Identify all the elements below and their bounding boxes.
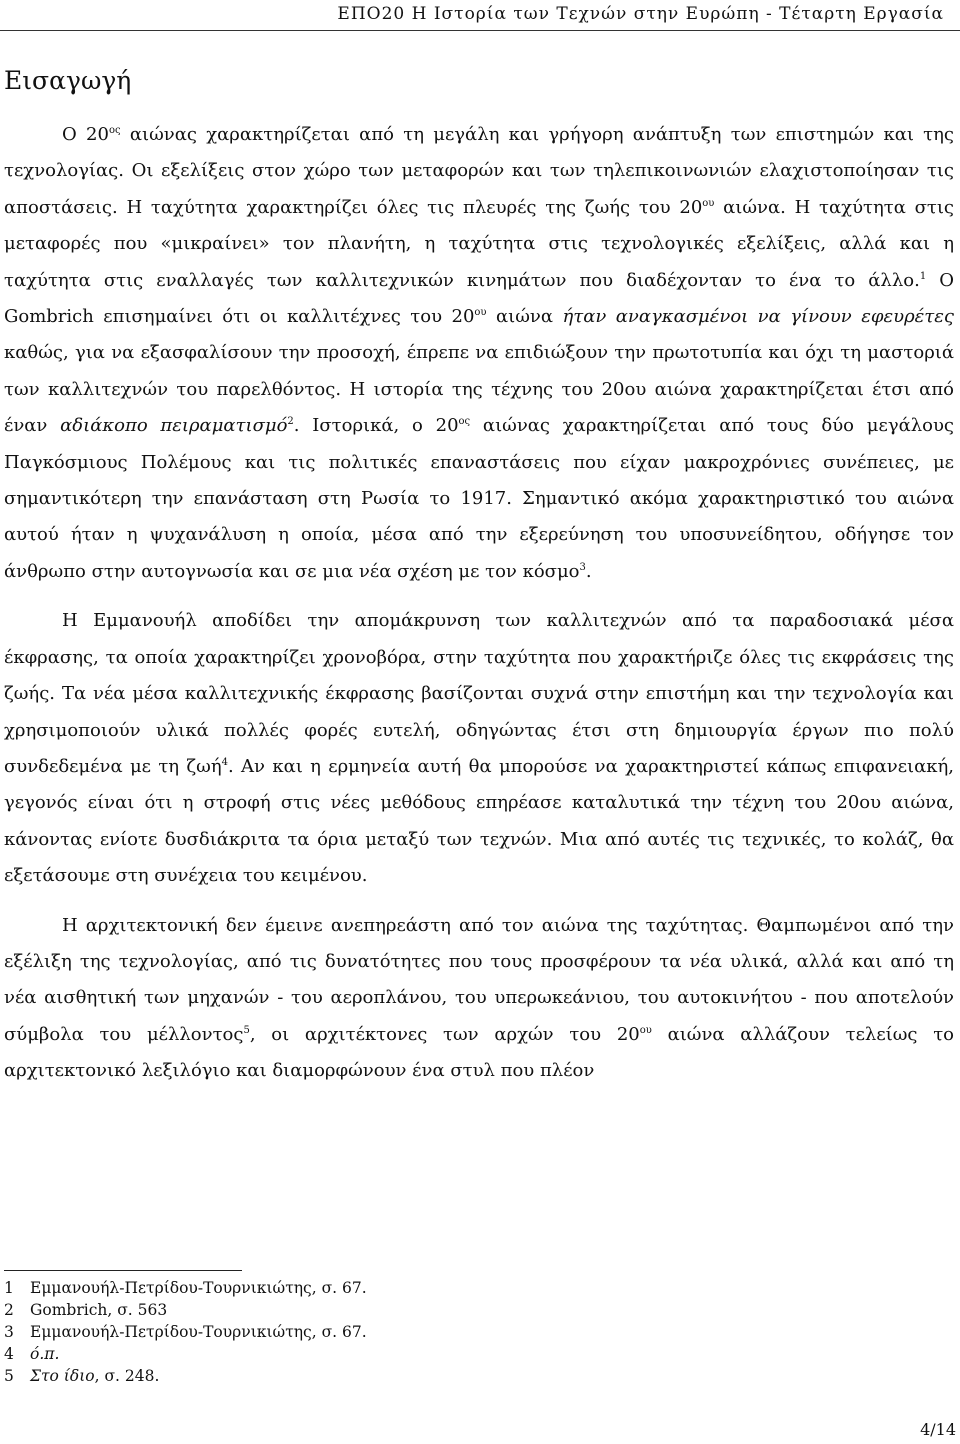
paragraph-1 [4, 117, 954, 590]
text-run: αιώνα. Η ταχύτητα στις μεταφορές που «μικραίνει» τον πλανήτη, η ταχύτητα στις τεχνολογικές εξελίξεις, αλλά και η ταχύτητα στις εναλλαγές των καλλιτεχνικών κινημάτων που διαδέχονταν το ένα το άλλο. [4, 196, 954, 291]
running-header: ΕΠΟ20 Η Ιστορία των Τεχνών στην Ευρώπη - Τέταρτη Εργασία [337, 4, 944, 24]
footnote-text: Gombrich, σ. 563 [30, 1301, 168, 1319]
footnote-ref[interactable]: 2 [287, 416, 294, 428]
text-run: αιώνας χαρακτηρίζεται από τους δύο μεγάλους Παγκόσμιους Πολέμους και τις πολιτικές επαναστάσεις που είχαν μακροχρόνιες συνέπειες, με σημαντικότερη την επανάσταση στη Ρωσία το 1917. Σημαντικό ακόμα χαρακτηριστικό του αιώνα αυτού ήταν η ψυχανάλυση η οποία, μέσα από την εξερεύνηση του υποσυνείδητου, οδήγησε τον άνθρωπο στην αυτογνωσία και σε μια νέα σχέση με τον κόσμο [4, 415, 954, 582]
footnotes [4, 1277, 367, 1387]
header-rule [0, 30, 960, 31]
footnote-text: , σ. 248. [94, 1367, 160, 1385]
page-number: 4/14 [920, 1420, 956, 1439]
footnote-item [4, 1343, 367, 1365]
text-run: . Ιστορικά, ο 20 [293, 415, 459, 437]
text-run: καθώς, για να εξασφαλίσουν την προσοχή, έπρεπε να επιδιώξουν την πρωτοτυπία και όχι τη μαστοριά των καλλιτεχνών του παρελθόντος. Η ιστορία της τέχνης του 20ου αιώνα χαρακτηρίζεται έτσι από έναν [4, 342, 954, 437]
footnote-number: 4 [4, 1345, 14, 1363]
paragraph-2 [4, 603, 954, 894]
ordinal-suffix: ος [458, 416, 471, 428]
ordinal-suffix: ου [474, 307, 487, 319]
ordinal-suffix: ου [702, 197, 715, 209]
footnote-ref[interactable]: 5 [243, 1024, 250, 1036]
text-run: Ο Gombrich επισημαίνει ότι οι καλλιτέχνες του 20 [4, 269, 954, 328]
text-run: αιώνα αλλάζουν τελείως το αρχιτεκτονικό λεξιλόγιο και διαμορφώνουν ένα στυλ που πλέον [4, 1023, 955, 1082]
footnote-ref[interactable]: 3 [579, 561, 586, 573]
footnote-item [4, 1299, 367, 1321]
text-run: . Αν και η ερμηνεία αυτή θα μπορούσε να χαρακτηριστεί κάπως επιφανειακή, γεγονός είναι ότι η στροφή στις νέες μεθόδους επηρέασε καταλυτικά την τέχνη του 20ου αιώνα, κάνοντας ενίοτε δυσδιάκριτα τα όρια μεταξύ των τεχνών. Μια από αυτές τις τεχνικές, το κολάζ, θα εξετάσουμε στη συνέχεια του κειμένου. [4, 755, 955, 887]
footnote-ref[interactable]: 1 [919, 270, 927, 282]
text-run: αιώνας χαρακτηρίζεται από τη μεγάλη και γρήγορη ανάπτυξη των επιστημών και της τεχνολογίας. Οι εξελίξεις στον χώρο των μεταφορών και των τηλεπικοινωνιών ελαχιστοποίησαν τις αποστάσεις. Η ταχύτητα χαρακτηρίζει όλες τις πλευρές της ζωής του 20 [4, 124, 955, 218]
footnote-text: Εμμανουήλ-Πετρίδου-Τουρνικιώτης, σ. 67. [30, 1323, 367, 1341]
text-run: αιώνα [486, 306, 563, 328]
footnote-number: 5 [4, 1367, 14, 1385]
footnote-text: ό.π. [30, 1345, 60, 1363]
text-run: Ο 20 [62, 124, 109, 145]
footnote-ref[interactable]: 4 [221, 756, 228, 768]
ordinal-suffix: ου [639, 1024, 652, 1036]
footnote-text: Εμμανουήλ-Πετρίδου-Τουρνικιώτης, σ. 67. [30, 1279, 367, 1297]
ordinal-suffix: ος [108, 125, 121, 136]
section-title: Εισαγωγή [4, 66, 132, 95]
italic-quote: αδιάκοπο πειραματισμό [60, 415, 288, 437]
body-text [4, 117, 954, 1090]
footnote-text-italic: Στο ίδιο [30, 1367, 95, 1385]
italic-quote: ήταν αναγκασμένοι να γίνουν εφευρέτες [562, 306, 955, 328]
footnote-rule [4, 1270, 242, 1271]
text-run: , οι αρχιτέκτονες των αρχών του 20 [249, 1023, 640, 1045]
paragraph-3 [4, 908, 954, 1090]
text-run: Η Εμμανουήλ αποδίδει την απομάκρυνση των καλλιτεχνών από τα παραδοσιακά μέσα έκφρασης, τα οποία χαρακτηρίζει χρονοβόρα, στην ταχύτητα που χαρακτήριζε όλες τις εκφράσεις της ζωής. Τα νέα μέσα καλλιτεχνικής έκφρασης βασίζονται συχνά στην επιστήμη και την τεχνολογία και χρησιμοποιούν υλικά πολλές φορές ευτελή, οδηγώντας έτσι στη δημιουργία έργων πιο πολύ συνδεδεμένα με τη ζωή [4, 610, 954, 777]
footnote-number: 2 [4, 1301, 14, 1319]
footnote-item [4, 1321, 367, 1343]
footnote-item [4, 1365, 367, 1387]
footnote-number: 1 [4, 1279, 14, 1297]
text-run: . [585, 560, 592, 582]
text-run: Η αρχιτεκτονική δεν έμεινε ανεπηρεάστη από τον αιώνα της ταχύτητας. Θαμπωμένοι από την εξέλιξη της τεχνολογίας, από τις δυνατότητες που τους προσφέρουν τα νέα υλικά, αλλά και από τη νέα αισθητική των μηχανών - του αεροπλάνου, του υπερωκεάνιου, του αυτοκινήτου - που αποτελούν σύμβολα του μέλλοντος [4, 914, 954, 1045]
footnote-number: 3 [4, 1323, 14, 1341]
footnote-item [4, 1277, 367, 1299]
